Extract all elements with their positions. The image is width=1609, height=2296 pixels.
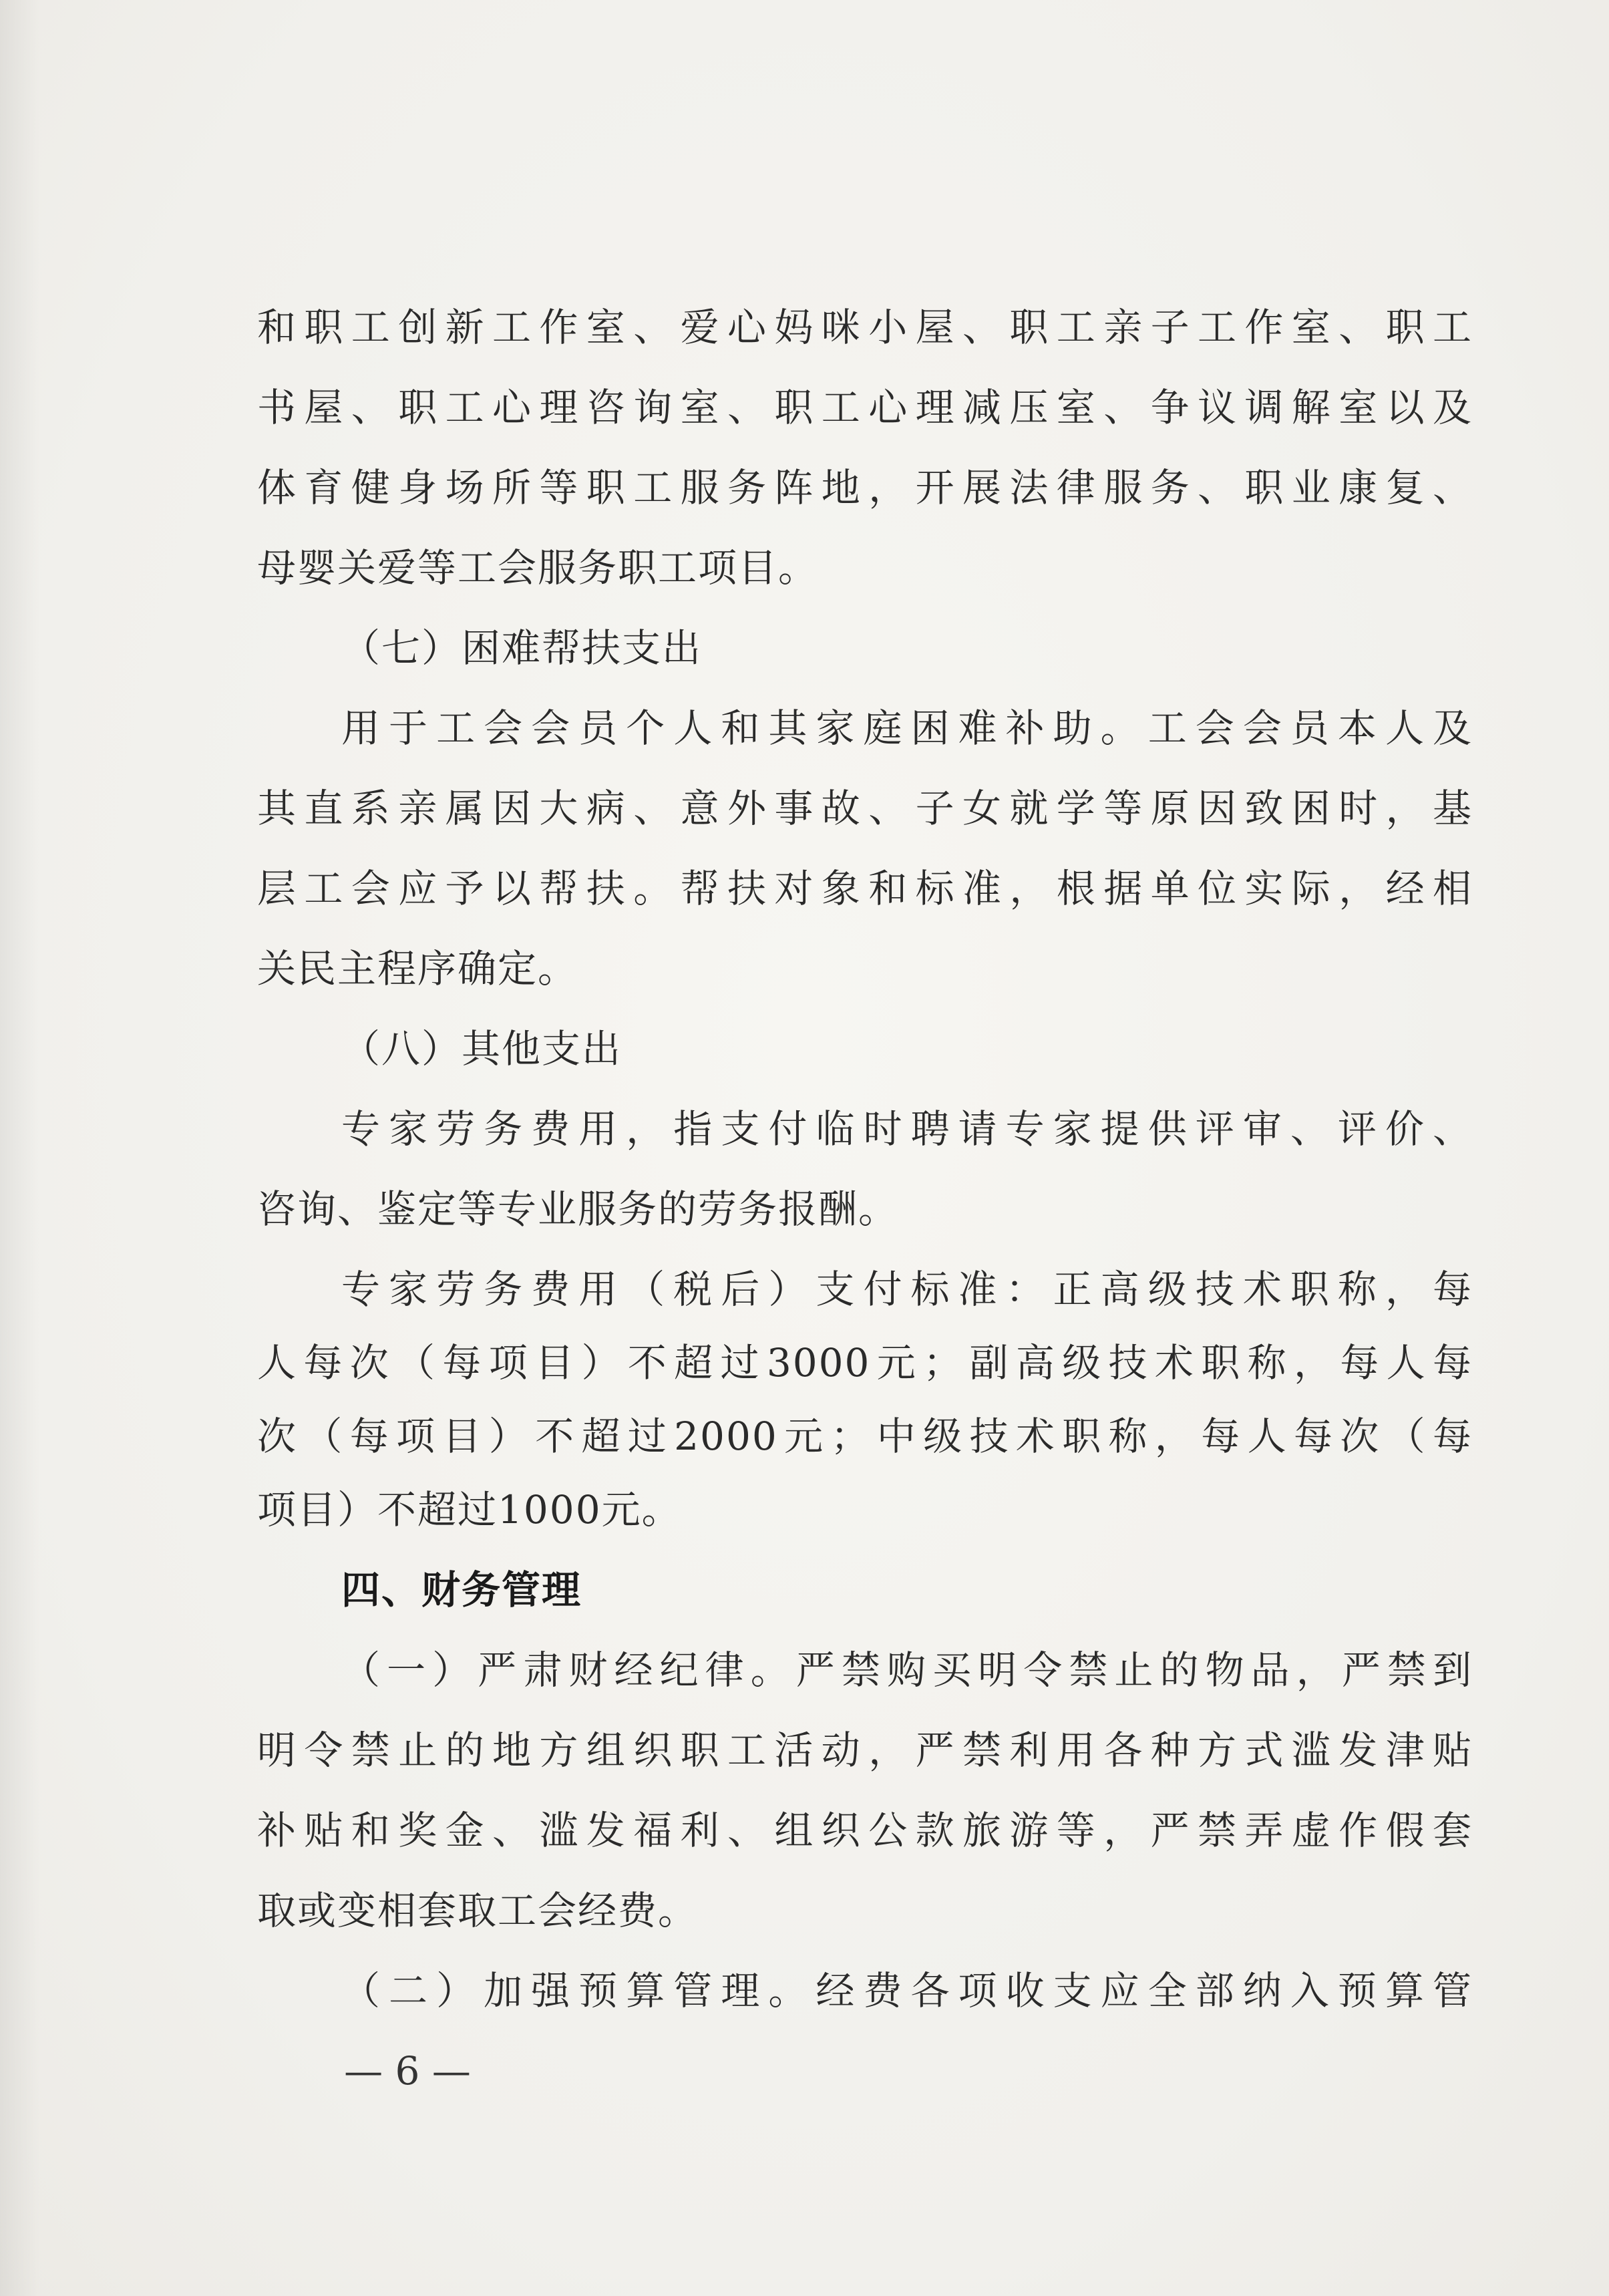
main-heading: 四、财务管理 xyxy=(341,1567,582,1613)
section-heading: （七）困难帮扶支出 xyxy=(341,625,703,671)
text-line: 次（每项目）不超过2000元；中级技术职称，每人每次（每 xyxy=(257,1414,1473,1459)
scan-edge-shadow xyxy=(0,0,40,2296)
text-line: 体育健身场所等职工服务阵地，开展法律服务、职业康复、 xyxy=(257,465,1473,510)
text-line: 母婴关爱等工会服务职工项目。 xyxy=(257,545,819,591)
text-line: 明令禁止的地方组织职工活动，严禁利用各种方式滥发津贴 xyxy=(257,1728,1473,1773)
text-line: 专家劳务费用，指支付临时聘请专家提供评审、评价、 xyxy=(341,1106,1473,1152)
text-line: 项目）不超过1000元。 xyxy=(257,1487,682,1532)
text-line: 关民主程序确定。 xyxy=(257,946,578,991)
text-line: 咨询、鉴定等专业服务的劳务报酬。 xyxy=(257,1186,899,1232)
page-number: — 6 — xyxy=(344,2048,471,2094)
text-line: 其直系亲属因大病、意外事故、子女就学等原因致困时，基 xyxy=(257,786,1473,831)
text-line: 和职工创新工作室、爱心妈咪小屋、职工亲子工作室、职工 xyxy=(257,305,1473,350)
text-line: 书屋、职工心理咨询室、职工心理减压室、争议调解室以及 xyxy=(257,385,1473,430)
text-line: 专家劳务费用（税后）支付标准：正高级技术职称，每 xyxy=(341,1267,1473,1312)
text-line: （二）加强预算管理。经费各项收支应全部纳入预算管 xyxy=(341,1968,1473,2013)
text-line: 层工会应予以帮扶。帮扶对象和标准，根据单位实际，经相 xyxy=(257,866,1473,911)
text-line: 补贴和奖金、滥发福利、组织公款旅游等，严禁弄虚作假套 xyxy=(257,1808,1473,1853)
text-line: （一）严肃财经纪律。严禁购买明令禁止的物品，严禁到 xyxy=(341,1647,1473,1693)
text-line: 取或变相套取工会经费。 xyxy=(257,1888,699,1933)
text-line: 人每次（每项目）不超过3000元；副高级技术职称，每人每 xyxy=(257,1340,1473,1385)
section-heading: （八）其他支出 xyxy=(341,1026,622,1072)
text-line: 用于工会会员个人和其家庭困难补助。工会会员本人及 xyxy=(341,705,1473,751)
